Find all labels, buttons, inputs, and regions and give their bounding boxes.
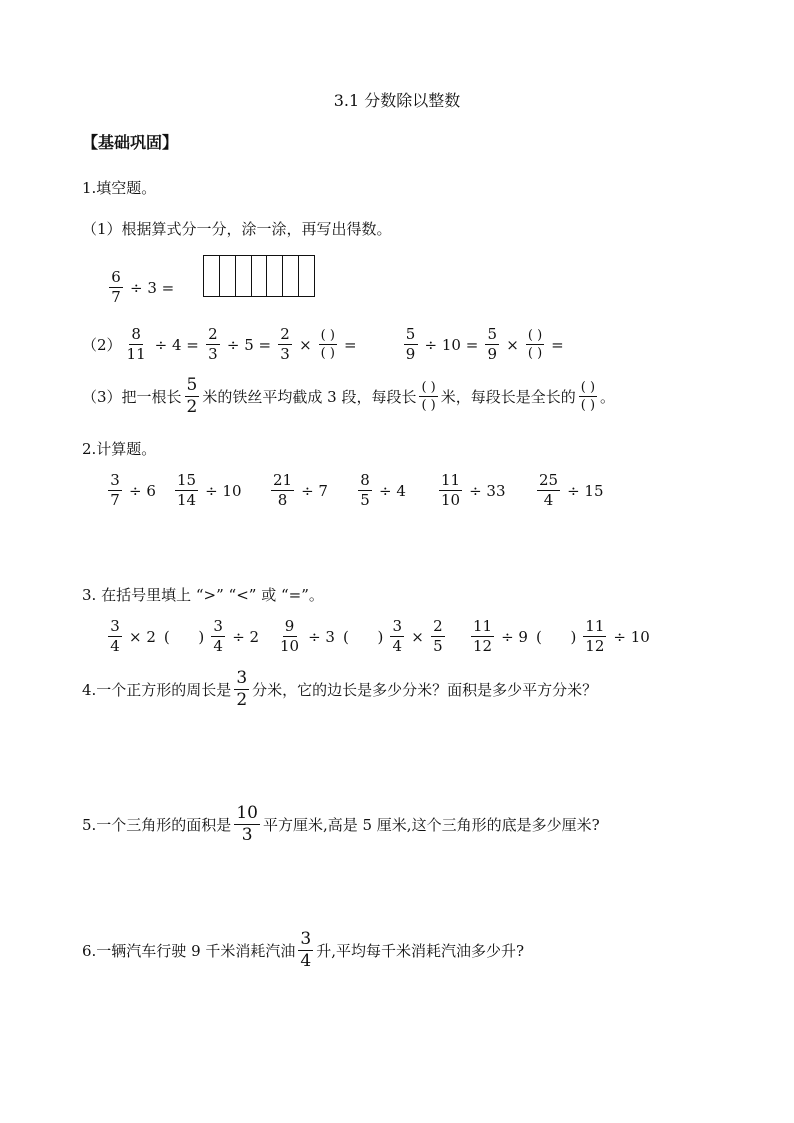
answer-paren[interactable]: ( ) [163,627,205,646]
q3-compare-1: $\frac{3}{4}$ × 2 ( ) $\frac{3}{4}$ ÷ 2 [105,619,263,654]
q2-heading: 2.计算题。 [82,440,157,458]
fraction: $\frac{8}{5}$ [358,473,372,508]
q2-item: $\frac{3}{7}$ ÷ 6 [105,473,160,508]
q1-heading: 1.填空题。 [82,179,157,197]
q3-compare-2: $\frac{9}{10}$ ÷ 3 ( ) $\frac{3}{4}$ × $\frac{2}{5}$ [275,619,448,654]
fraction: $\frac{2}{5}$ [431,619,445,654]
answer-paren[interactable]: ( ) [535,627,577,646]
strip-cell[interactable] [252,256,268,296]
q1-part2: （2） $\frac{8}{11}$ ÷ 4 = $\frac{2}{3}$ ÷ 5 = $\frac{2}{3}$ × $\frac{( )}{( )}$ = $\frac{5}{9}$ ÷ 10 = $\frac{5}{9}$ × $\frac{( )}{( )}$ = [82,325,564,363]
strip-cell[interactable] [204,256,220,296]
fraction: $\frac{3}{4}$ [211,619,225,654]
q2-item: $\frac{25}{4}$ ÷ 15 [539,471,604,509]
q1-part1-expression: $\frac{6}{7}$ ÷ 3 = [106,270,178,305]
fraction: $\frac{5}{9}$ [404,327,418,362]
fraction: $\frac{25}{4}$ [539,471,559,509]
fraction: $\frac{9}{10}$ [280,617,300,655]
answer-blank-fraction[interactable]: $\frac{( )}{( )}$ [580,380,596,413]
fraction: $\frac{3}{2}$ [236,668,248,710]
q3-heading: 3. 在括号里填上 “>” “<” 或 “=”。 [82,586,324,604]
fraction: $\frac{15}{14}$ [177,471,197,509]
q2-item: $\frac{11}{10}$ ÷ 33 [441,471,506,509]
strip-cell[interactable] [299,256,314,296]
strip-cell[interactable] [267,256,283,296]
fraction: $\frac{6}{7}$ [109,270,123,305]
fraction: $\frac{3}{4}$ [390,619,404,654]
shading-strip[interactable] [203,255,315,297]
answer-blank-fraction[interactable]: $\frac{( )}{( )}$ [320,328,335,361]
answer-blank-fraction[interactable]: $\frac{( )}{( )}$ [421,380,436,413]
fraction: $\frac{2}{3}$ [278,327,292,362]
q2-item: $\frac{21}{8}$ ÷ 7 [273,471,328,509]
q1-part1-text: （1）根据算式分一分，涂一涂，再写出得数。 [82,220,392,238]
fraction: $\frac{3}{7}$ [108,473,122,508]
q3-compare-3: $\frac{11}{12}$ ÷ 9 ( ) $\frac{11}{12}$ ÷ 10 [473,617,650,655]
fraction: $\frac{11}{12}$ [473,617,493,655]
fraction: $\frac{8}{11}$ [126,325,146,363]
answer-blank-fraction[interactable]: $\frac{( )}{( )}$ [527,328,543,361]
q2-item: $\frac{15}{14}$ ÷ 10 [177,471,242,509]
q6: 6.一辆汽车行驶 9 千米消耗汽油 $\frac{3}{4}$ 升,平均每千米消耗汽油多少升? [82,929,525,971]
q1-part3: （3）把一根长 $\frac{5}{2}$ 米的铁丝平均截成 3 段，每段长 $\frac{( )}{( )}$ 米，每段长是全长的 $\frac{( )}{( )}$ 。 [82,375,616,417]
strip-cell[interactable] [283,256,299,296]
fraction: $\frac{11}{12}$ [585,617,605,655]
strip-cell[interactable] [220,256,236,296]
strip-cell[interactable] [236,256,252,296]
q2-item: $\frac{8}{5}$ ÷ 4 [355,473,410,508]
fraction: $\frac{3}{4}$ [108,619,122,654]
fraction: $\frac{2}{3}$ [206,327,220,362]
fraction: $\frac{21}{8}$ [273,471,293,509]
fraction: $\frac{10}{3}$ [236,803,258,845]
fraction: $\frac{3}{4}$ [300,929,312,971]
q4: 4.一个正方形的周长是 $\frac{3}{2}$ 分米，它的边长是多少分米？面积是多少平方分米？ [82,668,598,710]
page-title: 3.1 分数除以整数 [333,91,461,110]
answer-paren[interactable]: ( ) [342,627,384,646]
section-heading: 【基础巩固】 [82,133,179,152]
q5: 5.一个三角形的面积是 $\frac{10}{3}$ 平方厘米,高是 5 厘米,这个三角形的底是多少厘米? [82,803,600,845]
fraction: $\frac{5}{2}$ [186,375,198,417]
fraction: $\frac{11}{10}$ [441,471,461,509]
fraction: $\frac{5}{9}$ [485,327,499,362]
